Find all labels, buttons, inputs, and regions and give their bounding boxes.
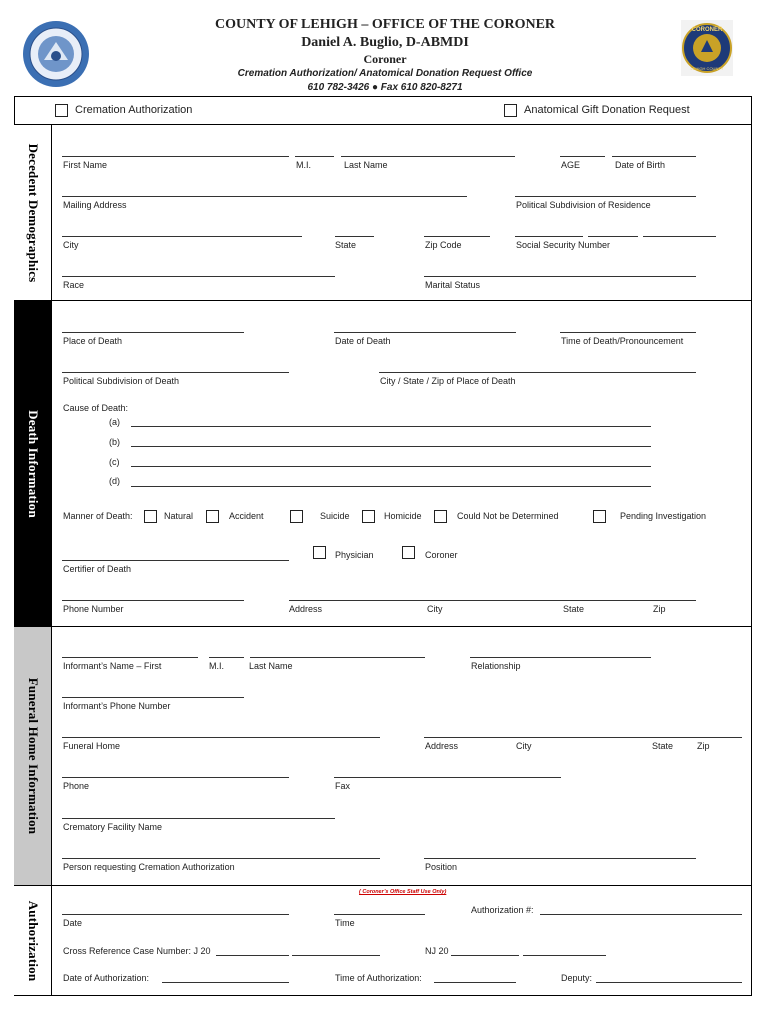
last-name-line[interactable] <box>341 156 515 157</box>
informant-last-label: Last Name <box>249 661 293 671</box>
manner-of-death-label: Manner of Death: <box>63 511 133 521</box>
cross-ref-label: Cross Reference Case Number: J 20 <box>63 946 211 956</box>
cause-line-b[interactable] <box>131 446 651 447</box>
mi-label: M.I. <box>296 160 311 170</box>
certifier-city-label: City <box>427 604 443 614</box>
auth-time-label: Time <box>335 918 355 928</box>
funeral-address-label: Address <box>425 741 459 751</box>
office-subtitle: Cremation Authorization/ Anatomical Donation Request Office <box>237 68 533 79</box>
first-name-label: First Name <box>63 160 108 170</box>
relationship-line[interactable] <box>470 657 651 658</box>
divider <box>14 300 752 301</box>
funeral-home-label: Funeral Home <box>63 741 121 751</box>
political-subdivision-death-label: Political Subdivision of Death <box>63 376 180 386</box>
race-label: Race <box>63 280 85 290</box>
pending-checkbox[interactable] <box>593 510 606 523</box>
staff-use-note: ( Coroner’s Office Staff Use Only) <box>359 889 447 895</box>
certifier-label: Certifier of Death <box>63 564 132 574</box>
ssn-line-1[interactable] <box>515 236 583 237</box>
homicide-label: Homicide <box>384 511 422 521</box>
auth-date-line[interactable] <box>62 914 289 915</box>
cause-item-label: (a) <box>109 417 120 427</box>
funeral-phone-line[interactable] <box>62 777 289 778</box>
time-auth-label: Time of Authorization: <box>335 973 422 983</box>
natural-checkbox[interactable] <box>144 510 157 523</box>
city-label: City <box>63 240 79 250</box>
date-auth-line[interactable] <box>162 982 289 983</box>
auth-date-label: Date <box>63 918 83 928</box>
informant-last-line[interactable] <box>250 657 425 658</box>
ssn-line-3[interactable] <box>643 236 716 237</box>
badge-top-text: CORONER <box>691 27 723 33</box>
zip-label: Zip Code <box>425 240 462 250</box>
informant-mi-line[interactable] <box>209 657 244 658</box>
city-state-zip-death-line[interactable] <box>379 372 696 373</box>
mailing-address-label: Mailing Address <box>63 200 127 210</box>
funeral-state-label: State <box>652 741 674 751</box>
certifier-zip-label: Zip <box>653 604 666 614</box>
ssn-line-2[interactable] <box>588 236 638 237</box>
time-auth-line[interactable] <box>434 982 516 983</box>
nj-label: NJ 20 <box>425 946 449 956</box>
informant-phone-line[interactable] <box>62 697 244 698</box>
office-phone-fax: 610 782-3426 ● Fax 610 820-8271 <box>307 82 463 93</box>
funeral-fax-label: Fax <box>335 781 351 791</box>
political-subdivision-line[interactable] <box>515 196 696 197</box>
political-subdivision-label: Political Subdivision of Residence <box>516 200 651 210</box>
authorization-section-title: Authorization <box>25 900 41 981</box>
suicide-checkbox[interactable] <box>290 510 303 523</box>
cause-line-a[interactable] <box>131 426 651 427</box>
mailing-address-line[interactable] <box>62 196 467 197</box>
coroner-checkbox[interactable] <box>402 546 415 559</box>
funeral-city-label: City <box>516 741 532 751</box>
ssn-label: Social Security Number <box>516 240 611 250</box>
accident-checkbox[interactable] <box>206 510 219 523</box>
dob-label: Date of Birth <box>615 160 666 170</box>
funeral-zip-label: Zip <box>697 741 710 751</box>
undetermined-label: Could Not be Determined <box>457 511 559 521</box>
age-line[interactable] <box>560 156 605 157</box>
person-requesting-line[interactable] <box>62 858 380 859</box>
city-line[interactable] <box>62 236 302 237</box>
divider <box>14 885 752 886</box>
cause-line-c[interactable] <box>131 466 651 467</box>
political-subdivision-death-line[interactable] <box>62 372 289 373</box>
deputy-label: Deputy: <box>561 973 593 983</box>
funeral-address-line[interactable] <box>424 737 742 738</box>
age-label: AGE <box>561 160 581 170</box>
certifier-phone-label: Phone Number <box>63 604 124 614</box>
place-of-death-label: Place of Death <box>63 336 123 346</box>
marital-status-label: Marital Status <box>425 280 481 290</box>
certifier-address-label: Address <box>289 604 323 614</box>
cause-item-label: (c) <box>109 457 120 467</box>
cause-item-label: (b) <box>109 437 120 447</box>
auth-number-label: Authorization #: <box>471 905 534 915</box>
last-name-label: Last Name <box>344 160 388 170</box>
position-line[interactable] <box>424 858 696 859</box>
position-label: Position <box>425 862 458 872</box>
crematory-line[interactable] <box>62 818 335 819</box>
anatomical-checkbox[interactable] <box>504 104 517 117</box>
date-of-death-line[interactable] <box>334 332 516 333</box>
cross-ref-line-2[interactable] <box>292 955 380 956</box>
crematory-label: Crematory Facility Name <box>63 822 163 832</box>
divider <box>14 626 752 627</box>
funeral-section-title: Funeral Home Information <box>25 677 41 835</box>
city-state-zip-death-label: City / State / Zip of Place of Death <box>380 376 516 386</box>
death-band <box>14 301 52 626</box>
relationship-label: Relationship <box>471 661 521 671</box>
office-title: COUNTY OF LEHIGH – OFFICE OF THE CORONER <box>214 17 556 32</box>
natural-label: Natural <box>164 511 194 521</box>
state-label: State <box>335 240 357 250</box>
certifier-address-line[interactable] <box>289 600 696 601</box>
cause-of-death-label: Cause of Death: <box>63 403 129 413</box>
dob-line[interactable] <box>612 156 696 157</box>
funeral-fax-line[interactable] <box>334 777 561 778</box>
cause-item-label: (d) <box>109 476 120 486</box>
informant-mi-label: M.I. <box>209 661 224 671</box>
pending-label: Pending Investigation <box>620 511 707 521</box>
cross-ref-line-1[interactable] <box>216 955 289 956</box>
anatomical-label: Anatomical Gift Donation Request <box>524 104 690 116</box>
cremation-label: Cremation Authorization <box>75 104 193 116</box>
informant-first-label: Informant’s Name – First <box>63 661 162 671</box>
authorization-band <box>14 886 52 995</box>
form-frame <box>14 96 752 996</box>
coroner-name: Daniel A. Buglio, D-ABMDI <box>301 35 469 50</box>
badge-bottom-text: LEHIGH COUNTY <box>690 66 724 71</box>
auth-number-line[interactable] <box>540 914 742 915</box>
state-line[interactable] <box>335 236 374 237</box>
first-name-line[interactable] <box>62 156 289 157</box>
auth-time-line[interactable] <box>334 914 425 915</box>
informant-phone-label: Informant’s Phone Number <box>63 701 171 711</box>
decedent-section-title: Decedent Demographics <box>25 143 41 282</box>
homicide-checkbox[interactable] <box>362 510 375 523</box>
funeral-band <box>14 627 52 885</box>
coroner-badge-logo <box>681 20 733 76</box>
suicide-label: Suicide <box>320 511 350 521</box>
death-section-title: Death Information <box>25 409 41 518</box>
accident-label: Accident <box>229 511 264 521</box>
funeral-home-line[interactable] <box>62 737 380 738</box>
deputy-line[interactable] <box>596 982 742 983</box>
divider <box>14 124 752 125</box>
undetermined-checkbox[interactable] <box>434 510 447 523</box>
physician-label: Physician <box>335 550 374 560</box>
funeral-phone-label: Phone <box>63 781 90 791</box>
cause-line-d[interactable] <box>131 486 651 487</box>
mi-line[interactable] <box>295 156 334 157</box>
zip-line[interactable] <box>424 236 490 237</box>
date-of-death-label: Date of Death <box>335 336 391 346</box>
time-of-death-line[interactable] <box>560 332 696 333</box>
physician-checkbox[interactable] <box>313 546 326 559</box>
certifier-state-label: State <box>563 604 585 614</box>
decedent-band <box>14 125 52 300</box>
informant-first-line[interactable] <box>62 657 198 658</box>
time-of-death-label: Time of Death/Pronouncement <box>561 336 684 346</box>
race-line[interactable] <box>62 276 335 277</box>
cremation-checkbox[interactable] <box>55 104 68 117</box>
marital-status-line[interactable] <box>424 276 696 277</box>
nj-line-1[interactable] <box>451 955 519 956</box>
date-auth-label: Date of Authorization: <box>63 973 150 983</box>
coroner-label: Coroner <box>425 550 458 560</box>
person-requesting-label: Person requesting Cremation Authorization <box>63 862 235 872</box>
place-of-death-line[interactable] <box>62 332 244 333</box>
coroner-role: Coroner <box>363 52 407 66</box>
nj-line-2[interactable] <box>523 955 606 956</box>
certifier-phone-line[interactable] <box>62 600 244 601</box>
certifier-line[interactable] <box>62 560 289 561</box>
